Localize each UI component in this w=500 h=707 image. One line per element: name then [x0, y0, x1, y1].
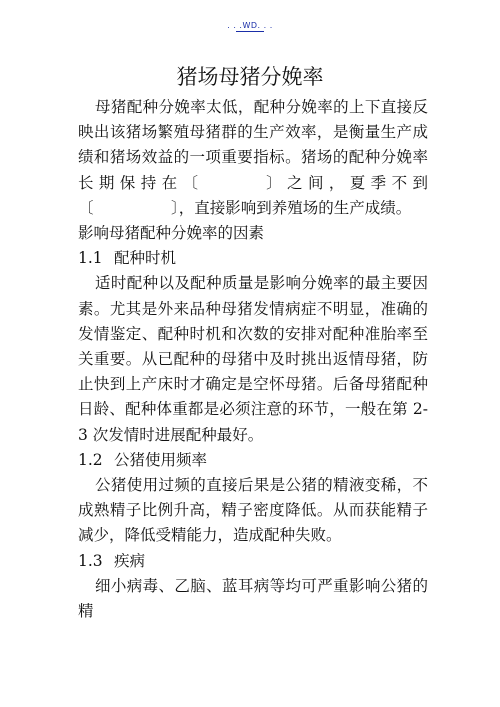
- section-1-1: [78, 246, 428, 448]
- intro-paragraph: 母猪配种分娩率太低，配种分娩率的上下直接反映出该猪场繁殖母猪群的生产效率，是衡量生产成绩和猪场效益的一项重要指标。猪场的配种分娩率长期保持在〔 〕之间，夏季不到〔 〕，直接影响到养殖场的生产成绩。: [78, 98, 428, 217]
- section-paragraph: 公猪使用过频的直接后果是公猪的精液变稀，不成熟精子比例升高，精子密度降低。从而获能精子减少，降低受精能力，造成配种失败。: [78, 476, 428, 545]
- header-watermark: . . .WD. . .: [0, 21, 500, 32]
- section-1-2: [78, 448, 428, 549]
- section-title-text: 配种时机: [114, 249, 177, 268]
- section-title-text: 疾病: [114, 551, 146, 570]
- section-number: 1.1: [78, 249, 103, 268]
- section-title-text: 公猪使用频率: [114, 450, 208, 469]
- document-title: 猪场母猪分娩率: [176, 65, 324, 89]
- document-body: [78, 95, 428, 624]
- section-number: 1.3: [78, 551, 103, 570]
- section-title: [78, 448, 428, 473]
- section-title: [78, 246, 428, 271]
- section-title: [78, 549, 428, 574]
- section-paragraph: 适时配种以及配种质量是影响分娩率的最主要因素。尤其是外来品种母猪发情病症不明显，准确的发情鉴定、配种时机和次数的安排对配种准胎率至关重要。从已配种的母猪中及时挑出返情母猪，防止快到上产床时才确定是空怀母猪。后备母猪配种日龄、配种体重都是必须注意的环节，一般在第 2-3 次发情时进展配种最好。: [78, 274, 428, 444]
- section-number: 1.2: [78, 450, 103, 469]
- section-1-3: [78, 549, 428, 625]
- section-heading: 影响母猪配种分娩率的因素: [78, 224, 265, 243]
- section-paragraph: 细小病毒、乙脑、蓝耳病等均可严重影响公猪的精: [78, 576, 428, 621]
